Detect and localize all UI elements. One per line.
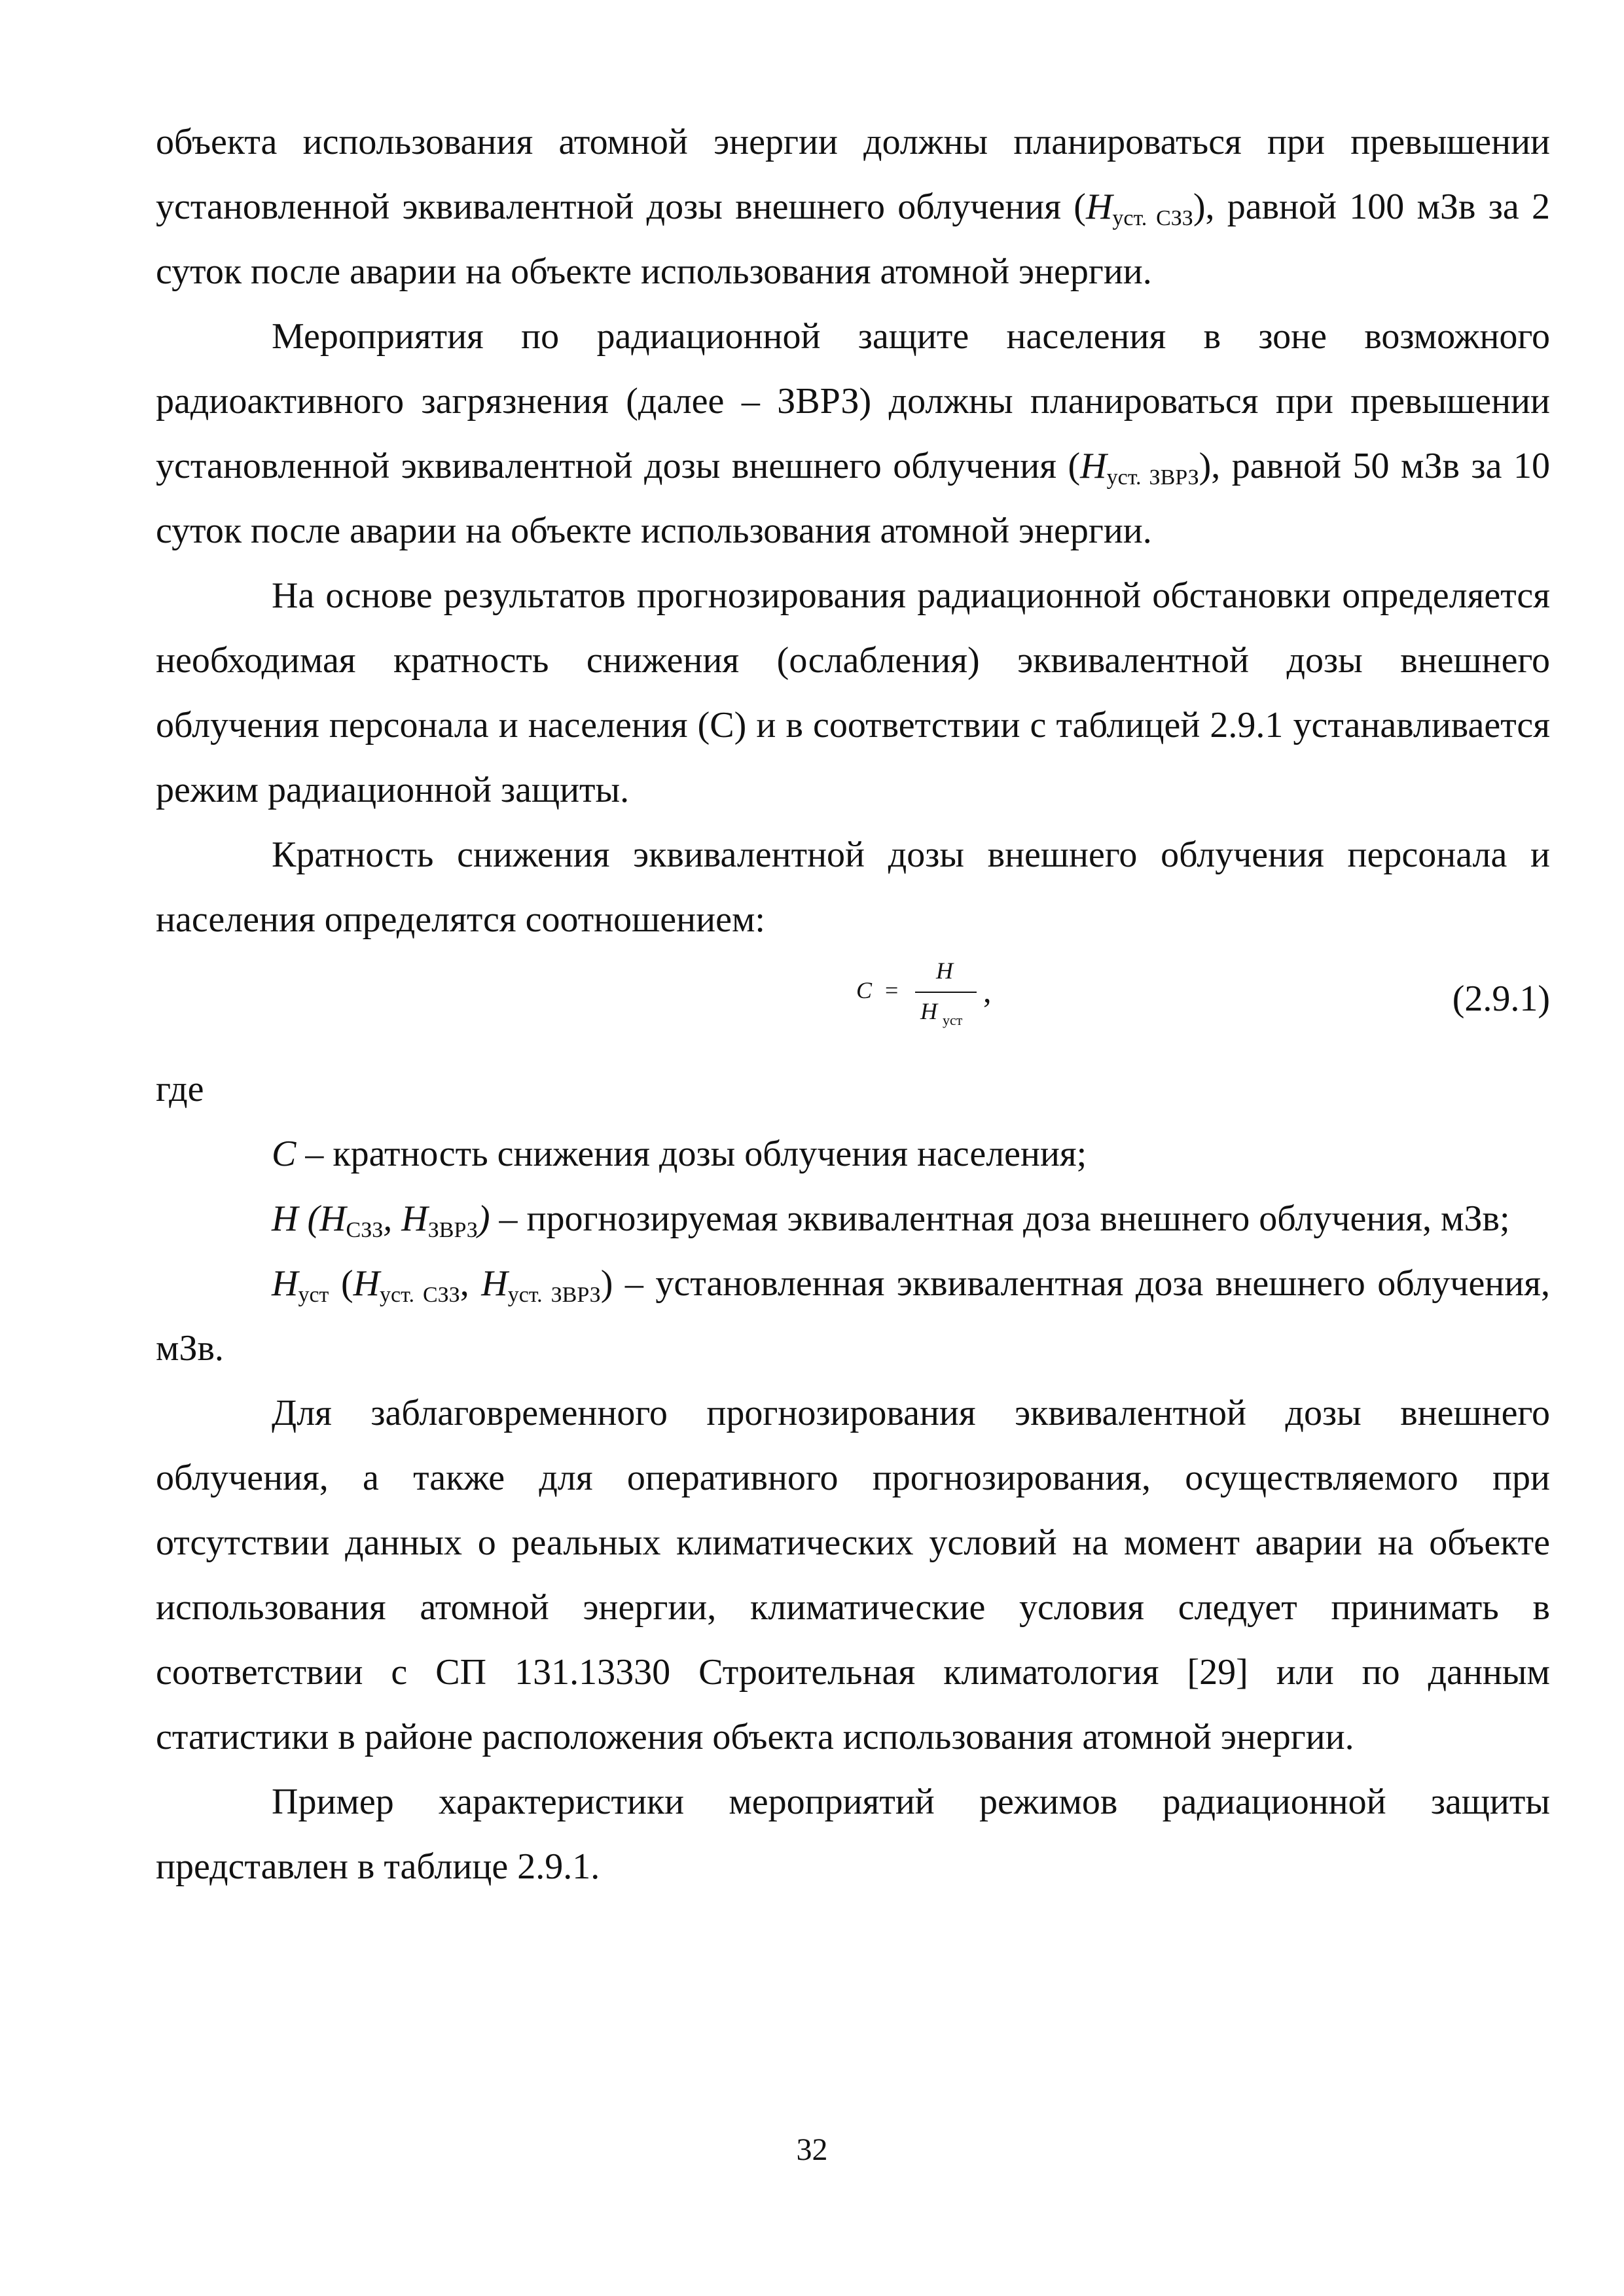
formula-equals: = bbox=[885, 977, 899, 1003]
formula-denominator-sub: уст bbox=[943, 1012, 963, 1028]
formula-comma: , bbox=[983, 973, 992, 1009]
equation-number: (2.9.1) bbox=[1452, 978, 1550, 1019]
formula-denominator: H bbox=[920, 998, 937, 1024]
paragraph-1: объекта использования атомной энергии должны планироваться при превышении установленной эквивалентной дозы внешнего облучения $(H_{уст. СЗЗ})$, равной 100 мЗв за 2 суток после аварии на объекте использования атомной энергии. bbox=[156, 122, 1551, 292]
formula-row bbox=[156, 952, 1550, 1057]
paragraph-3: На основе результатов прогнозирования радиационной обстановки определяется необходимая кратность снижения (ослабления) эквивалентной дозы внешнего облучения персонала и населения (С) и в соответствии с таблицей 2.9.1 устанавливается режим радиационной защиты. bbox=[156, 575, 1550, 810]
where-label: где bbox=[156, 1069, 204, 1109]
paragraph-4: Кратность снижения эквивалентной дозы внешнего облучения персонала и населения определятся соотношением: bbox=[156, 834, 1550, 940]
formula-2-9-1 bbox=[699, 958, 992, 1057]
fraction-bar bbox=[915, 992, 977, 993]
paragraph-6: Пример характеристики мероприятий режимов радиационной защиты представлен в таблице 2.9.1. bbox=[156, 1782, 1550, 1887]
formula-lhs: C bbox=[856, 977, 873, 1003]
formula-numerator: H bbox=[936, 958, 953, 984]
paragraph-2: Мероприятия по радиационной защите населения в зоне возможного радиоактивного загрязнения (далее – ЗВРЗ) должны планироваться при превышении установленной эквивалентной дозы внешнего облучения $(H_{уст. ЗВРЗ})$, равной 50 мЗв за 10 суток после аварии на объекте использования атомной энергии. bbox=[156, 316, 1551, 551]
page-number: 32 bbox=[796, 2132, 828, 2167]
definition-c: С – кратность снижения дозы облучения населения; bbox=[272, 1134, 1087, 1174]
definition-h-ust: $H_{уст}$ ($H_{уст. СЗЗ}$, $H_{уст. ЗВРЗ}$) – установленная эквивалентная доза внешнего облучения, мЗв. bbox=[156, 1263, 1551, 1369]
body-text bbox=[156, 110, 1550, 1899]
paragraph-5: Для заблаговременного прогнозирования эквивалентной дозы внешнего облучения, а также для оперативного прогнозирования, осуществляемого при отсутствии данных о реальных климатических условий на момент аварии на объекте использования атомной энергии, климатические условия следует принимать в соответствии с СП 131.13330 Строительная климатология [29] или по данным статистики в районе расположения объекта использования атомной энергии. bbox=[156, 1393, 1550, 1757]
definition-h: H ($H_{СЗЗ}$, $H_{ЗВРЗ}$) – прогнозируемая эквивалентная доза внешнего облучения, мЗв; bbox=[272, 1198, 1510, 1242]
